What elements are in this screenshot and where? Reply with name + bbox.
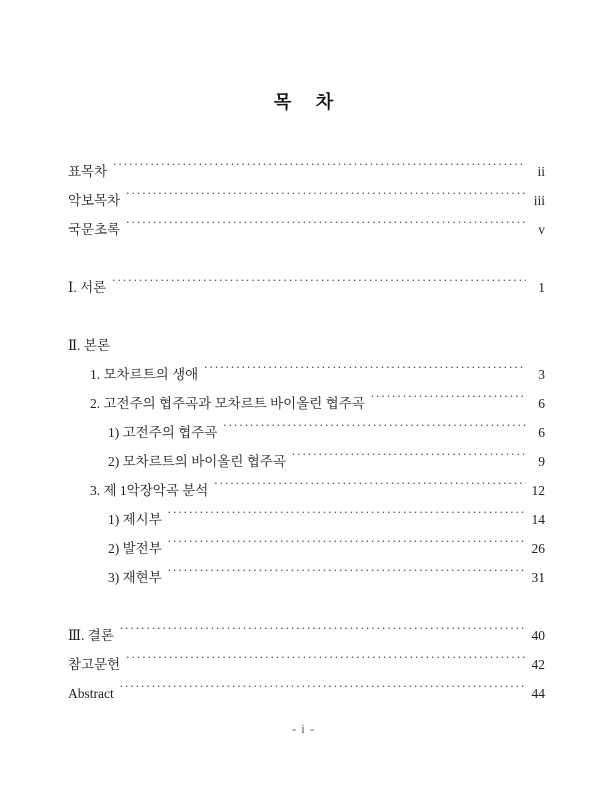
toc-dot-leader: [168, 569, 526, 583]
toc-entry-page-number: 3: [538, 367, 545, 382]
toc-entry-page-number: 40: [531, 628, 545, 643]
toc-dot-leader: [120, 627, 526, 641]
toc-entry[interactable]: [68, 650, 545, 679]
page-footer: - i -: [291, 722, 316, 736]
toc-dot-leader: [126, 192, 526, 206]
toc-dot-leader: [204, 366, 526, 380]
toc-entry-label: 국문초록: [68, 222, 121, 237]
toc-entry-label: Abstract: [68, 686, 114, 701]
toc-entry[interactable]: [68, 157, 545, 186]
toc-entry-label: 1) 제시부: [108, 512, 162, 527]
toc-entry[interactable]: [68, 621, 545, 650]
toc-dot-leader: [292, 453, 526, 467]
toc-entry-page-number: 42: [531, 657, 545, 672]
toc-entry[interactable]: [68, 534, 545, 563]
toc-entry-label: Ⅱ. 본론: [68, 338, 111, 353]
section-spacer: [68, 244, 545, 273]
toc-entry[interactable]: [68, 447, 545, 476]
toc-group-chapter-2: [68, 331, 545, 592]
toc-entry-label: Ⅲ. 결론: [68, 628, 114, 643]
toc-entry-page-number: iii: [533, 193, 545, 208]
toc-dot-leader: [116, 337, 526, 351]
toc-dot-leader: [168, 511, 526, 525]
toc-entry[interactable]: [68, 360, 545, 389]
toc-entry-page-number: 1: [538, 280, 545, 295]
toc-entry-label: 2) 발전부: [108, 541, 162, 556]
toc-dot-leader: [371, 395, 526, 409]
page-title: 목 차: [273, 92, 344, 112]
toc-entry-label: 표목차: [68, 164, 108, 179]
toc-entry-page-number: v: [538, 222, 545, 237]
toc-entry-page-number: 12: [531, 483, 545, 498]
toc-dot-leader: [223, 424, 526, 438]
toc-entry[interactable]: [68, 331, 545, 360]
toc-entry-page-number: 6: [538, 396, 545, 411]
toc-dot-leader: [113, 163, 526, 177]
toc-dot-leader: [126, 656, 526, 670]
toc-entry-label: 3. 제 1악장악곡 분석: [90, 483, 209, 498]
toc-entry[interactable]: [68, 186, 545, 215]
toc-entry-page-number: 44: [531, 686, 545, 701]
toc-entry[interactable]: [68, 418, 545, 447]
toc-entry-page-number: 6: [538, 425, 545, 440]
toc-entry-page-number: ii: [537, 164, 545, 179]
toc-entry-label: 1) 고전주의 협주곡: [108, 425, 218, 440]
section-spacer: [68, 592, 545, 621]
toc-dot-leader: [214, 482, 526, 496]
toc-group-chapter-1: [68, 273, 545, 302]
toc-dot-leader: [126, 221, 526, 235]
toc-group-front-matter: [68, 157, 545, 244]
toc-entry-label: 2) 모차르트의 바이올린 협주곡: [108, 454, 286, 469]
toc-entry[interactable]: [68, 505, 545, 534]
toc-entry-page-number: 26: [531, 541, 545, 556]
toc-entry[interactable]: [68, 215, 545, 244]
section-spacer: [68, 302, 545, 331]
toc-dot-leader: [120, 685, 526, 699]
toc-entry[interactable]: [68, 563, 545, 592]
toc-entry-label: 3) 재현부: [108, 570, 162, 585]
toc-entry-page-number: 9: [538, 454, 545, 469]
toc-entry[interactable]: [68, 476, 545, 505]
toc-group-chapter-3: [68, 621, 545, 708]
toc-entry-label: 참고문헌: [68, 657, 121, 672]
table-of-contents: [0, 157, 607, 708]
toc-entry-page-number: 31: [531, 570, 545, 585]
toc-dot-leader: [168, 540, 526, 554]
toc-entry[interactable]: [68, 679, 545, 708]
toc-entry-label: 악보목차: [68, 193, 121, 208]
toc-entry-label: 1. 모차르트의 생애: [90, 367, 199, 382]
toc-entry[interactable]: [68, 389, 545, 418]
toc-dot-leader: [112, 279, 526, 293]
toc-entry-page-number: 14: [531, 512, 545, 527]
toc-entry[interactable]: [68, 273, 545, 302]
toc-entry-label: 2. 고전주의 협주곡과 모차르트 바이올린 협주곡: [90, 396, 365, 411]
toc-entry-label: Ⅰ. 서론: [68, 280, 107, 295]
